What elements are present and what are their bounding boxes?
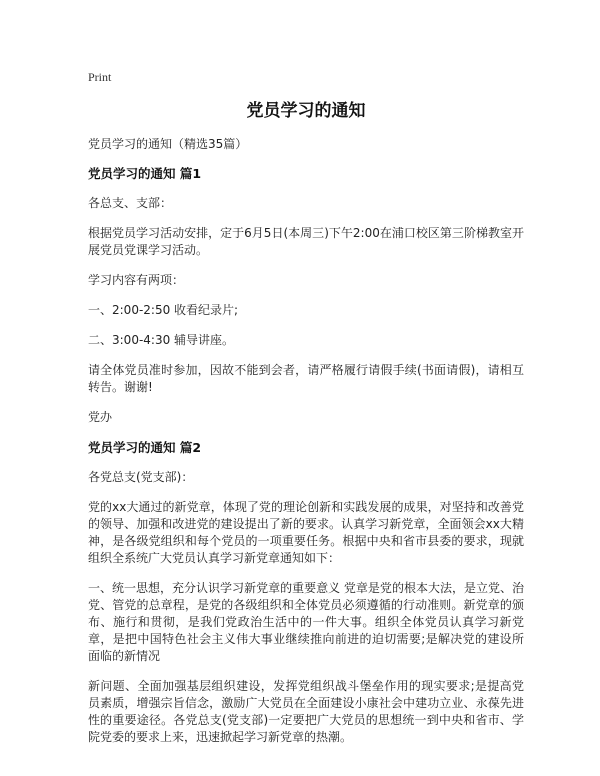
paragraph-signature: 党办 bbox=[88, 410, 113, 424]
paragraph-salutation: 各总支、支部： bbox=[88, 196, 173, 210]
list-item: 一、2:00-2:50 收看纪录片; bbox=[88, 303, 239, 317]
document-content bbox=[88, 90, 524, 759]
print-link[interactable]: Print bbox=[88, 70, 112, 84]
section-heading-2: 党员学习的通知 篇2 bbox=[88, 440, 202, 455]
paragraph: 一、统一思想，充分认识学习新党章的重要意义 党章是党的根本大法，是立党、治党、管党的总章程，是党的各级组织和全体党员必须遵循的行动准则。新党章的颁布、施行和贯彻，是我们党政治生活中的一件大事。组织全体党员认真学习新党章，是把中国特色社会主义伟大事业继续推向前进的迫切需要;是解决党的建设所面临的新情况 bbox=[88, 581, 524, 663]
document-title: 党员学习的通知 bbox=[246, 101, 366, 121]
paragraph-salutation: 各党总支(党支部)： bbox=[88, 470, 194, 484]
list-item: 二、3:00-4:30 辅导讲座。 bbox=[88, 333, 235, 347]
paragraph: 请全体党员准时参加，因故不能到会者，请严格履行请假手续(书面请假)，请相互转告。谢谢! bbox=[88, 363, 524, 394]
paragraph: 党的xx大通过的新党章，体现了党的理论创新和实践发展的成果，对坚持和改善党的领导、加强和改进党的建设提出了新的要求。认真学习新党章，全面领会xx大精神，是各级党组织和每个党员的一项重要任务。根据中央和省市县委的要求，现就组织全系统广大党员认真学习新党章通知如下： bbox=[88, 500, 524, 565]
document-subtitle: 党员学习的通知（精选35篇） bbox=[88, 137, 248, 151]
paragraph: 学习内容有两项： bbox=[88, 273, 185, 287]
section-heading-1: 党员学习的通知 篇1 bbox=[88, 166, 202, 181]
paragraph: 根据党员学习活动安排，定于6月5日(本周三)下午2:00在浦口校区第三阶梯教室开展党员党课学习活动。 bbox=[88, 226, 524, 257]
paragraph: 新问题、全面加强基层组织建设，发挥党组织战斗堡垒作用的现实要求;是提高党员素质，增强宗旨信念，激励广大党员在全面建设小康社会中建功立业、永葆先进性的重要途径。各党总支(党支部)一定要把广大党员的思想统一到中央和省市、学院党委的要求上来，迅速掀起学习新党章的热潮。 bbox=[88, 679, 524, 744]
